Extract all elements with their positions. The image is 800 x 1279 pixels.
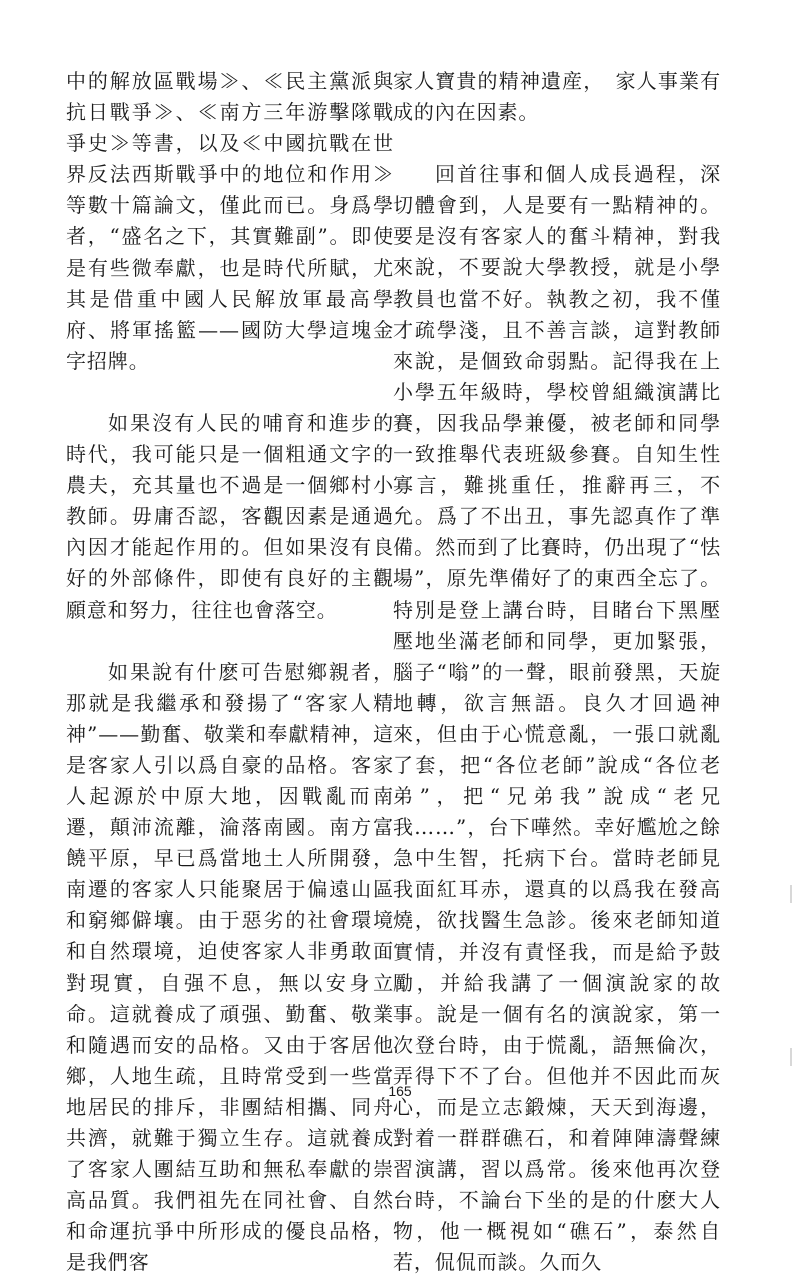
scan-edge-mark — [790, 1048, 792, 1066]
paragraph-looking-back: 回首往事和個人成長過程，深切體會到，人是要有一點精神的。要是沒有客家人的奮斗精神，對我來說，不要說大學教授，就是小學教員也當不好。執教之初，我不僅才疏學淺，且不善言談，這對教師來說，是個致命弱點。記得我在上小學五年級時，學校曾組織演講比賽，因我品學兼優，被老師和同學一致推舉代表班級參賽。自知生性寡言，難挑重任，推辭再三，不允。爲了不出丑，事先認真作了準備。然而到了比賽時，仍出現了“怯場”，原先準備好了的東西全忘了。特別是登上講台時，目睹台下黑壓壓地坐滿老師和同學，更加緊張，腦子“嗡”的一聲，眼前發黑，天旋地轉，欲言無語。良久才回過神來，但由于心慌意亂，一張口就亂了套，把“各位老師”說成“各位老弟”，把“兄弟我”說成“老兄我……”，台下嘩然。幸好尷尬之餘急中生智，托病下台。當時老師見我面紅耳赤，還真的以爲我在發高燒，欲找醫生急診。後來老師知道實情，并沒有責怪我，而是給予鼓勵，并給我講了一個演說家的故事。說是一個有名的演說家，第一次登台時，由于慌亂，語無倫次，弄得下不了台。但他并不因此而灰心，而是立志鍛煉，天天到海邊，對着一群群礁石，和着陣陣濤聲練習演講，習以爲常。後來他再次登台時，不論台下坐的是的什麽大人物，他一概視如“礁石”，泰然自若，侃侃而談。久而久 — [393, 162, 721, 1275]
paragraph-hakka-spirit: 如果說有什麽可告慰鄉親者，那就是我繼承和發揚了“客家人精神”——勤奮、敬業和奉獻精神，這是客家人引以爲自豪的品格。客家人起源於中原大地，因戰亂而南遷，顛沛流離，淪落南國。南方富饒平原，早已爲當地土人所開發，南遷的客家人只能聚居于偏遠山區和窮鄉僻壤。由于惡劣的社會環境和自然環境，迫使客家人非勇敢面對現實，自强不息，無以安身立命。這就養成了頑强、勤奮、敬業和隨遇而安的品格。又由于客居他鄉，人地生疏，且時常受到一些當地居民的排斥，非團結相攜、同舟共濟，就難于獨立生存。這就養成了客家人團結互助和無私奉獻的崇高品質。我們祖先在同社會、自然和命運抗爭中所形成的優良品格，是我們客 — [66, 659, 394, 1275]
page-number: 165 — [388, 1083, 412, 1099]
paragraph-people-nurture: 如果沒有人民的哺育和進步的時代，我可能只是一個粗通文字的農夫，充其量也不過是一個鄉村小教師。毋庸否認，客觀因素是通過內因才能起作用的。但如果沒有良好的外部條件，即使有良好的主觀願意和努力，往往也會落空。 — [66, 410, 394, 622]
paragraph-spirit-legacy: 家人寶貴的精神遺産， 家人事業有成的內在因素。 — [393, 69, 721, 125]
paragraph-gap — [66, 377, 394, 408]
paragraph-continued: 中的解放區戰場≫、≪民主黨派與抗日戰爭≫、≪南方三年游擊隊戰爭史≫等書，以及≪中國抗戰在世界反法西斯戰爭中的地位和作用≫等數十篇論文，僅此而已。身爲學者，“盛名之下，其實難副”。即使是有些微奉獻，也是時代所賦，尤其是借重中國人民解放軍最高學府、將軍搖籃——國防大學這塊金字招牌。 — [66, 69, 394, 373]
paragraph-gap — [393, 128, 721, 159]
paragraph-gap — [66, 626, 394, 657]
scan-edge-mark — [790, 885, 792, 903]
